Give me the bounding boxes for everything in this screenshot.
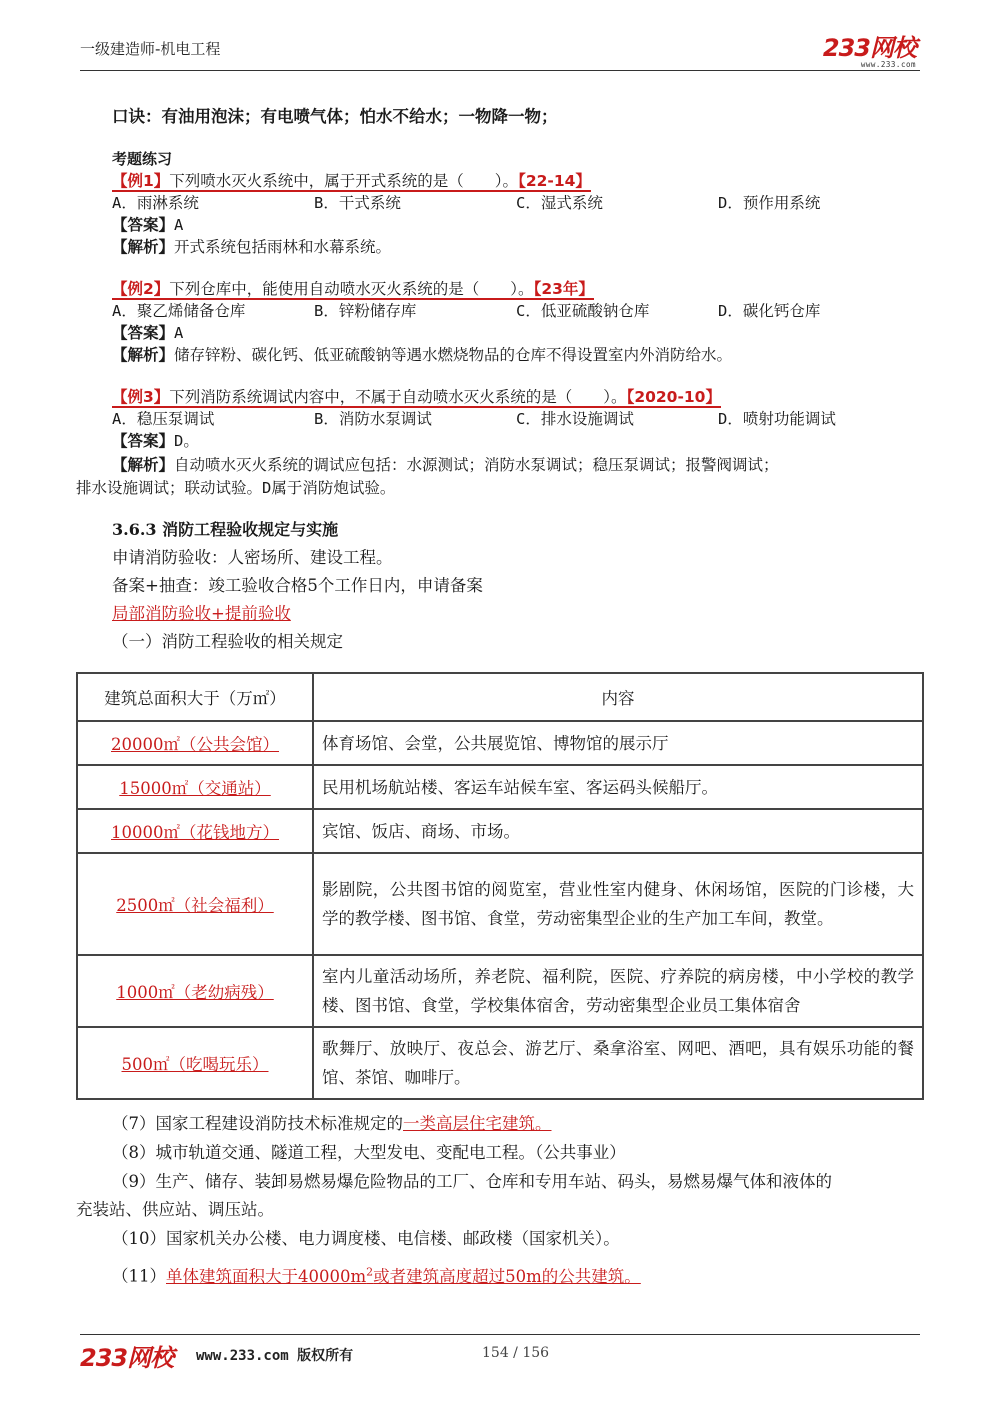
regulation-table — [76, 672, 924, 1100]
practice-title: 考题练习 — [112, 150, 173, 168]
table-row — [77, 955, 923, 1027]
section-line-2: 备案+抽查：竣工验收合格5个工作日内，申请备案 — [112, 576, 483, 595]
table-cell-content: 民用机场航站楼、客运车站候车室、客运码头候船厅。 — [313, 765, 923, 809]
mnemonic: 口诀：有油用泡沫；有电喷气体；怕水不给水；一物降一物； — [112, 107, 558, 126]
example-3-answer: 【答案】D。 — [112, 432, 199, 450]
footer-logo: 233网校 — [80, 1344, 174, 1372]
example-1-answer: 【答案】A — [112, 216, 184, 234]
example-2-answer: 【答案】A — [112, 324, 184, 342]
example-3-analysis: 【解析】自动喷水灭火系统的调试应包括：水源测试；消防水泵调试；稳压泵调试；报警阀调试； — [112, 456, 779, 474]
table-cell-area: 2500㎡（社会福利） — [77, 853, 313, 955]
table-cell-content: 歌舞厅、放映厅、夜总会、游艺厅、桑拿浴室、网吧、酒吧，具有娱乐功能的餐馆、茶馆、咖啡厅。 — [313, 1027, 923, 1099]
item-11: （11）单体建筑面积大于$40000m^2$或者建筑高度超过50m的公共建筑。 — [112, 1265, 641, 1286]
table-row — [77, 853, 923, 955]
table-row — [77, 765, 923, 809]
document-header-title: 一级建造师-机电工程 — [80, 40, 221, 58]
table-header-content: 内容 — [313, 673, 923, 721]
table-cell-content: 宾馆、饭店、商场、市场。 — [313, 809, 923, 853]
table-cell-content: 室内儿童活动场所，养老院、福利院，医院、疗养院的病房楼，中小学校的教学楼、图书馆、食堂，学校集体宿舍，劳动密集型企业员工集体宿舍 — [313, 955, 923, 1027]
example-1-source: 【22-14】 — [518, 172, 591, 190]
example-2-tag: 【例2】 — [112, 280, 170, 298]
example-3-question: 【例3】下列消防系统调试内容中，不属于自动喷水灭火系统的是（ ）。【2020-10】 — [112, 388, 721, 406]
table-cell-area: 10000㎡（花钱地方） — [77, 809, 313, 853]
example-3-options: A．稳压泵调试 B．消防水泵调试 C．排水设施调试 D．喷射功能调试 — [112, 410, 836, 428]
table-row — [77, 721, 923, 765]
example-3-source: 【2020-10】 — [626, 388, 721, 406]
example-3-analysis-cont: 排水设施调试；联动试验。D属于消防炮试验。 — [76, 479, 396, 497]
logo-text: 233网校 — [822, 34, 916, 62]
table-row — [77, 809, 923, 853]
example-2-options: A．聚乙烯储备仓库 B．锌粉储存库 C．低亚硫酸钠仓库 D．碳化钙仓库 — [112, 302, 821, 320]
footer-copyright: www.233.com 版权所有 — [196, 1348, 354, 1364]
example-2-analysis: 【解析】储存锌粉、碳化钙、低亚硫酸钠等遇水燃烧物品的仓库不得设置室内外消防给水。 — [112, 346, 733, 364]
table-cell-area: 20000㎡（公共会馆） — [77, 721, 313, 765]
header-divider — [80, 70, 920, 71]
table-row — [77, 1027, 923, 1099]
example-1-question: 【例1】下列喷水灭火系统中，属于开式系统的是（ ）。【22-14】 — [112, 172, 591, 190]
item-8: （8）城市轨道交通、隧道工程，大型发电、变配电工程。（公共事业） — [112, 1143, 626, 1162]
example-1-analysis: 【解析】开式系统包括雨林和水幕系统。 — [112, 238, 392, 256]
item-9-cont: 充装站、供应站、调压站。 — [76, 1200, 274, 1219]
example-1-options: A．雨淋系统 B．干式系统 C．湿式系统 D．预作用系统 — [112, 194, 821, 212]
example-2-question: 【例2】下列仓库中，能使用自动喷水灭火系统的是（ ）。【23年】 — [112, 280, 594, 298]
example-1-tag: 【例1】 — [112, 172, 170, 190]
item-9: （9）生产、储存、装卸易燃易爆危险物品的工厂、仓库和专用车站、码头，易燃易爆气体和液体的 — [112, 1172, 832, 1191]
section-sub-heading: （一）消防工程验收的相关规定 — [112, 632, 343, 651]
brand-logo — [823, 28, 916, 69]
section-red-line: 局部消防验收+提前验收 — [112, 604, 291, 623]
table-header-row — [77, 673, 923, 721]
page-number: 154 / 156 — [482, 1345, 550, 1361]
item-10: （10）国家机关办公楼、电力调度楼、电信楼、邮政楼（国家机关）。 — [112, 1229, 620, 1248]
footer-divider — [80, 1334, 920, 1335]
section-heading: 3.6.3 消防工程验收规定与实施 — [112, 520, 339, 539]
section-line-1: 申请消防验收：人密场所、建设工程。 — [112, 548, 393, 567]
table-cell-area: 500㎡（吃喝玩乐） — [77, 1027, 313, 1099]
table-cell-content: 影剧院，公共图书馆的阅览室，营业性室内健身、休闲场馆，医院的门诊楼，大学的教学楼、图书馆、食堂，劳动密集型企业的生产加工车间，教堂。 — [313, 853, 923, 955]
item-7: （7）国家工程建设消防技术标准规定的一类高层住宅建筑。 — [112, 1114, 552, 1133]
table-cell-content: 体育场馆、会堂，公共展览馆、博物馆的展示厅 — [313, 721, 923, 765]
example-2-source: 【23年】 — [533, 280, 594, 298]
logo-url: www.233.com — [860, 60, 916, 69]
table-cell-area: 15000㎡（交通站） — [77, 765, 313, 809]
table-header-area: 建筑总面积大于（万㎡） — [77, 673, 313, 721]
example-3-tag: 【例3】 — [112, 388, 170, 406]
table-cell-area: 1000㎡（老幼病残） — [77, 955, 313, 1027]
